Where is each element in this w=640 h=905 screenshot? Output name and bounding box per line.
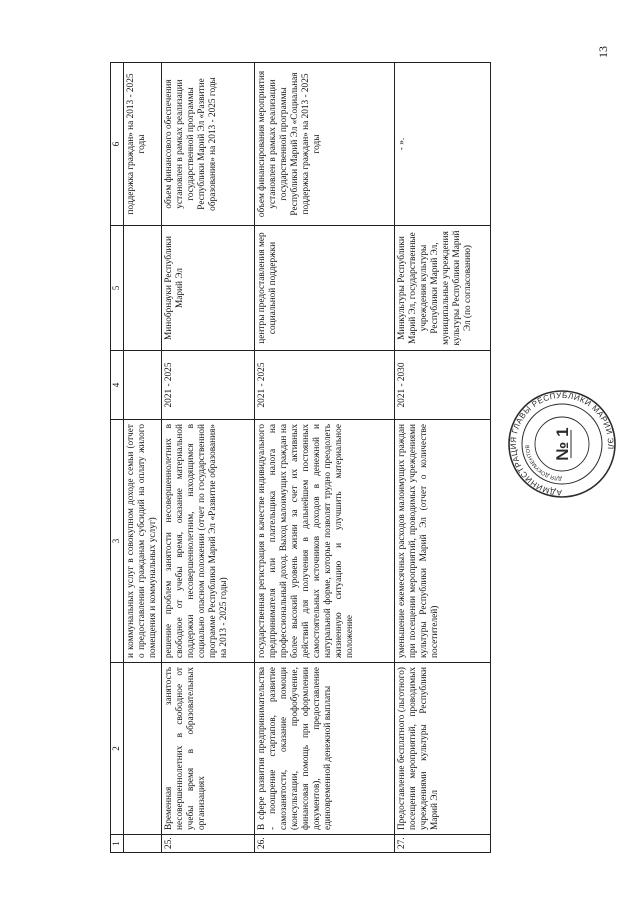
row-result: решение проблем занятости несовершеннолетних в свободное от учебы время, оказание материальной поддержки несовершеннолетним, находящимся в социально опасном положении (отчет по государственной программе Республики Марий Эл «Развитие образования» на 2013 - 2025 годы) <box>162 420 255 663</box>
carry-over-result: и коммунальных услуг в совокупном доходе семьи (отчет о предоставлении гражданам субсидий на оплату жилого помещения и коммунальных услуг) <box>124 420 162 663</box>
row-result: уменьшение ежемесячных расходов малоимущих граждан при посещении мероприятий, проводимых учреждениями культуры Республики Марий Эл (отчет о количестве посетителей) <box>395 420 491 663</box>
row-funding: объем финансового обеспечения установлен в рамках реализации государственной программы Республики Марий Эл «Развитие образования» на 2013 - 2025 годы <box>162 63 255 226</box>
table-row-carry-over <box>124 63 162 853</box>
row-period: 2021 - 2025 <box>255 351 395 420</box>
carry-over-funding: поддержка граждан» на 2013 - 2025 годы <box>124 63 162 226</box>
row-number: 25. <box>162 835 255 853</box>
header-col-5: 5 <box>111 226 124 351</box>
header-col-4: 4 <box>111 351 124 420</box>
row-executor: Минкультуры Республики Марий Эл, государственные учреждения культуры Республики Марий Эл, муниципальные учреждения культуры Республики Марий Эл (по согласованию) <box>395 226 491 351</box>
row-funding: - ». <box>395 63 491 226</box>
header-row <box>111 63 124 853</box>
row-period: 2021 - 2025 <box>162 351 255 420</box>
row-result: государственная регистрация в качестве индивидуального предпринимателя или плательщика налога на профессиональный доход. Выход малоимущих граждан на более высокий уровень жизни за счет их активных действий для получения в дальнейшем постоянных самостоятельных источников доходов в денежной и натуральной форме, которые позволят трудно преодолеть жизненную ситуацию и улучшить материальное положение <box>255 420 395 663</box>
table-row <box>255 63 395 853</box>
seal-number: № 1 <box>553 427 572 461</box>
row-executor: центры предоставления мер социальной поддержки <box>255 226 395 351</box>
row-number: 27. <box>395 835 491 853</box>
row-measure: В сфере развития предпринимательства - поощрение стартапов, развитие самозанятости, оказание помощи (консультации, профобучение, финансовая помощь при оформлении документов), предоставление единовременной денежной выплаты <box>255 663 395 835</box>
measures-table <box>110 62 491 853</box>
header-col-6: 6 <box>111 63 124 226</box>
table-row <box>395 63 491 853</box>
header-col-1: 1 <box>111 835 124 853</box>
seal-outer-text: АДМИНИСТРАЦИЯ ГЛАВЫ РЕСПУБЛИКИ МАРИЙ ЭЛ <box>508 390 616 498</box>
table-row <box>162 63 255 853</box>
row-executor: Минобрнауки Республики Марий Эл <box>162 226 255 351</box>
row-funding: объем финансирования мероприятия установлен в рамках реализации государственной программы Республики Марий Эл «Социальная поддержка граждан» на 2013 - 2025 годы <box>255 63 395 226</box>
row-number: 26. <box>255 835 395 853</box>
row-measure: Временная занятость несовершеннолетних в свободное от учебы время в образовательных организациях <box>162 663 255 835</box>
official-seal-stamp <box>507 389 617 499</box>
row-period: 2021 - 2030 <box>395 351 491 420</box>
header-col-3: 3 <box>111 420 124 663</box>
row-measure: Предоставление бесплатного (льготного) посещения мероприятий, проводимых учреждениями культуры Республики Марий Эл <box>395 663 491 835</box>
seal-inner-text: ДЛЯ ДОКУМЕНТОВ <box>524 444 563 482</box>
header-col-2: 2 <box>111 663 124 835</box>
page-number: 13 <box>596 46 610 58</box>
